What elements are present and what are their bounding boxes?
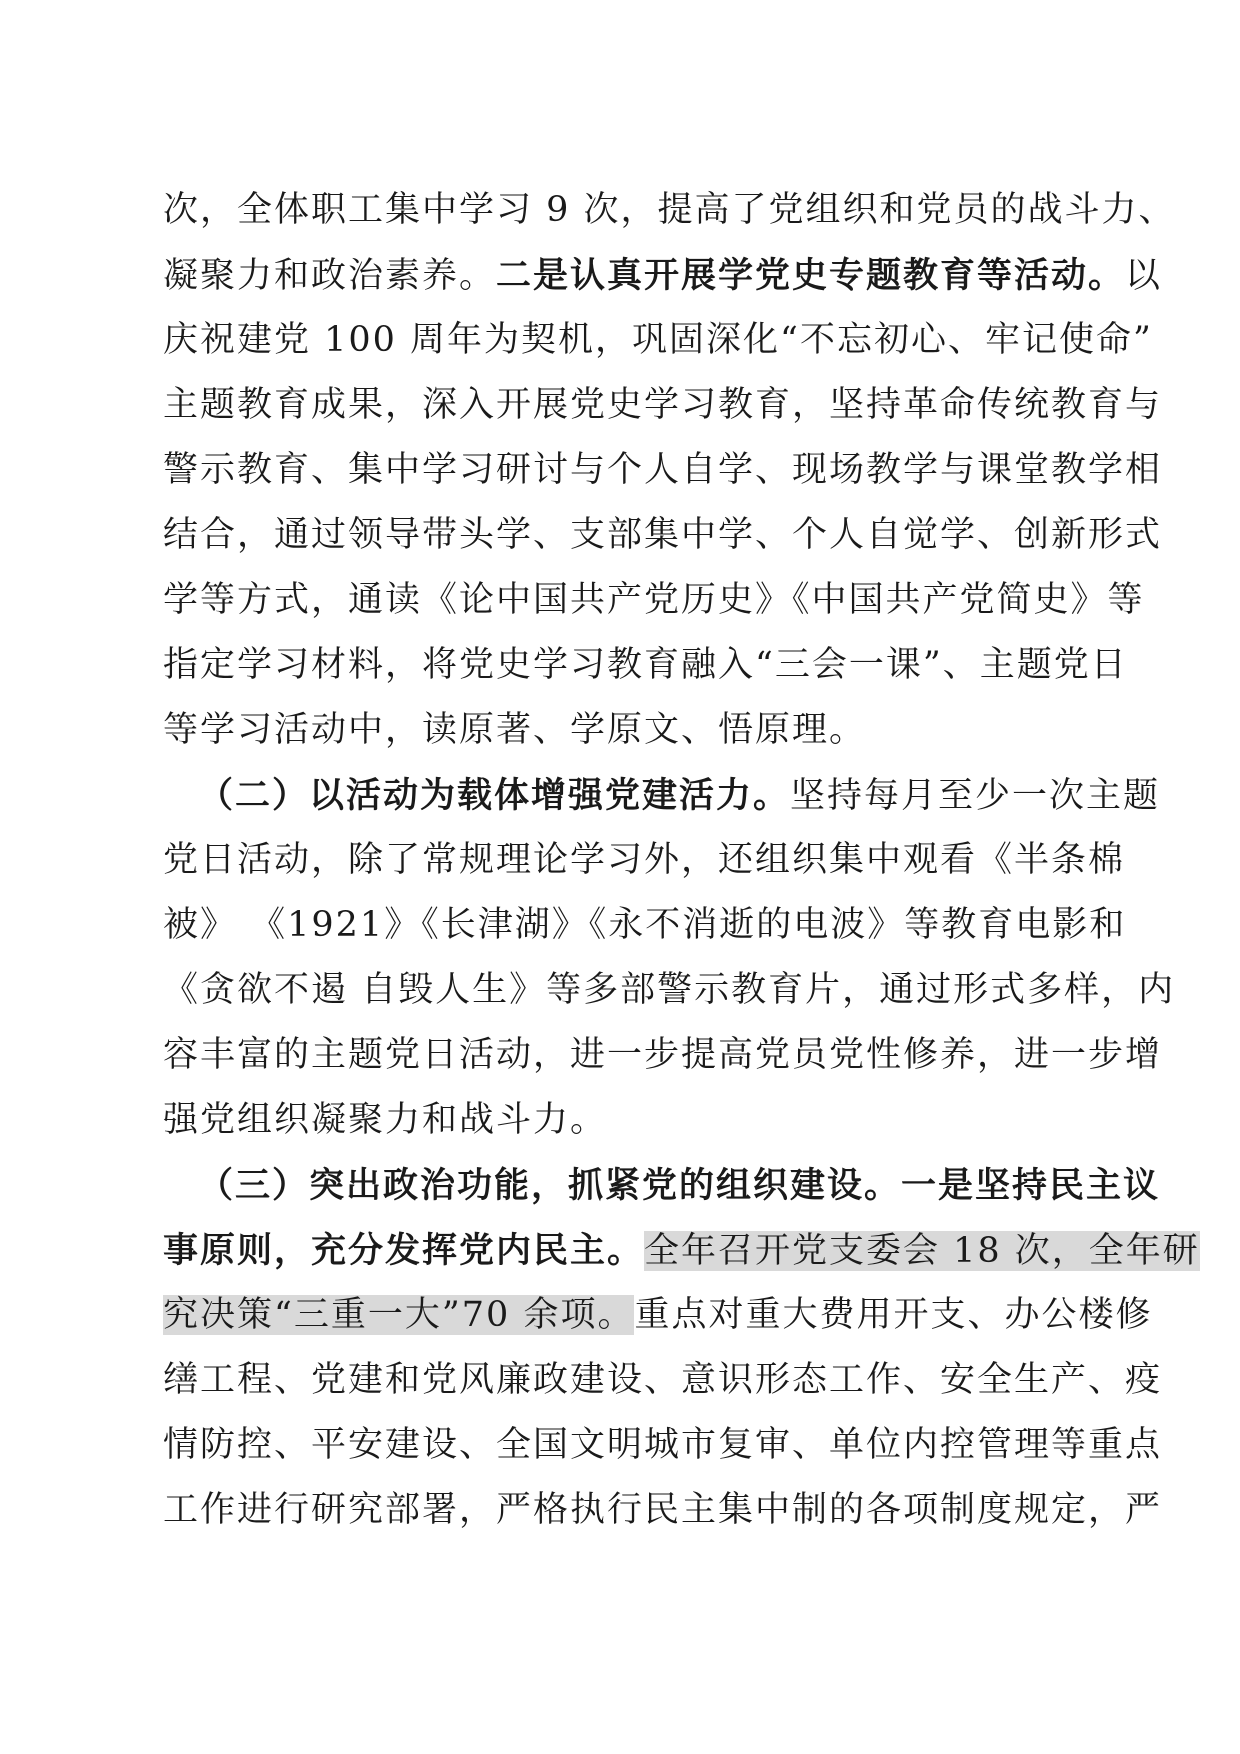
body-text-segment: 强党组织凝聚力和战斗力。 [163, 1100, 608, 1140]
body-text-segment: 以 [1125, 256, 1163, 296]
document-body [163, 178, 1200, 1543]
body-text-segment: 工作进行研究部署，严格执行民主集中制的各项制度规定，严 [163, 1490, 1163, 1530]
bold-heading-text: （三）突出政治功能，抓紧党的组织建设。一是坚持民主议 [198, 1165, 1161, 1206]
body-text-segment: 容丰富的主题党日活动，进一步提高党员党性修养，进一步增 [163, 1035, 1163, 1075]
text-line [163, 1023, 1163, 1088]
text-line [163, 633, 1128, 698]
body-text-segment: 党日活动，除了常规理论学习外，还组织集中观看《半条棉 [163, 840, 1126, 880]
text-line [163, 828, 1126, 893]
text-line [163, 763, 1161, 828]
body-text-segment: 结合，通过领导带头学、支部集中学、个人自觉学、创新形式 [163, 515, 1163, 555]
body-text-segment: 等学习活动中，读原著、学原文、悟原理。 [163, 710, 867, 750]
text-line [163, 698, 1083, 763]
text-line [163, 958, 1176, 1023]
body-text-segment: 指定学习材料，将党史学习教育融入“三会一课”、主题党日 [163, 645, 1128, 685]
body-text-segment: 《贪欲不遏 自毁人生》等多部警示教育片，通过形式多样，内 [163, 970, 1176, 1010]
text-line [163, 438, 1163, 503]
body-text-segment: 重点对重大费用开支、办公楼修 [634, 1295, 1153, 1335]
highlighted-text: 究决策“三重一大”70 余项。 [163, 1295, 635, 1335]
text-line [163, 503, 1163, 568]
body-text-segment: 主题教育成果，深入开展党史学习教育，坚持革命传统教育与 [163, 385, 1163, 425]
text-line [163, 1153, 1161, 1218]
body-text-segment: 坚持每月至少一次主题 [790, 776, 1161, 816]
text-line [163, 1088, 1083, 1153]
text-line [163, 243, 1163, 308]
text-line [163, 893, 1127, 958]
text-line [163, 373, 1163, 438]
bold-heading-text: （二）以活动为载体增强党建活力。 [198, 775, 791, 816]
body-text-segment: 情防控、平安建设、全国文明城市复审、单位内控管理等重点 [163, 1425, 1163, 1465]
highlighted-text: 全年召开党支委会 18 次，全年研 [644, 1231, 1200, 1271]
text-line [163, 1218, 1200, 1283]
text-line [163, 1478, 1163, 1543]
bold-heading-text: 事原则，充分发挥党内民主。 [163, 1230, 645, 1271]
body-text-segment: 庆祝建党 100 周年为契机，巩固深化“不忘初心、牢记使命” [163, 320, 1153, 360]
body-text-segment: 被》 《1921》《长津湖》《永不消逝的电波》等教育电影和 [163, 905, 1127, 945]
body-text-segment: 警示教育、集中学习研讨与个人自学、现场教学与课堂教学相 [163, 450, 1163, 490]
text-line [163, 308, 1153, 373]
body-text-segment: 次，全体职工集中学习 9 次，提高了党组织和党员的战斗力、 [163, 190, 1176, 230]
bold-heading-text: 二是认真开展学党史专题教育等活动。 [496, 255, 1126, 296]
text-line [163, 178, 1176, 243]
text-line [163, 1283, 1153, 1348]
text-line [163, 568, 1145, 633]
body-text-segment: 缮工程、党建和党风廉政建设、意识形态工作、安全生产、疫 [163, 1360, 1163, 1400]
body-text-segment: 学等方式，通读《论中国共产党历史》《中国共产党简史》等 [163, 580, 1145, 620]
body-text-segment: 凝聚力和政治素养。 [163, 256, 497, 296]
text-line [163, 1413, 1163, 1478]
text-line [163, 1348, 1163, 1413]
